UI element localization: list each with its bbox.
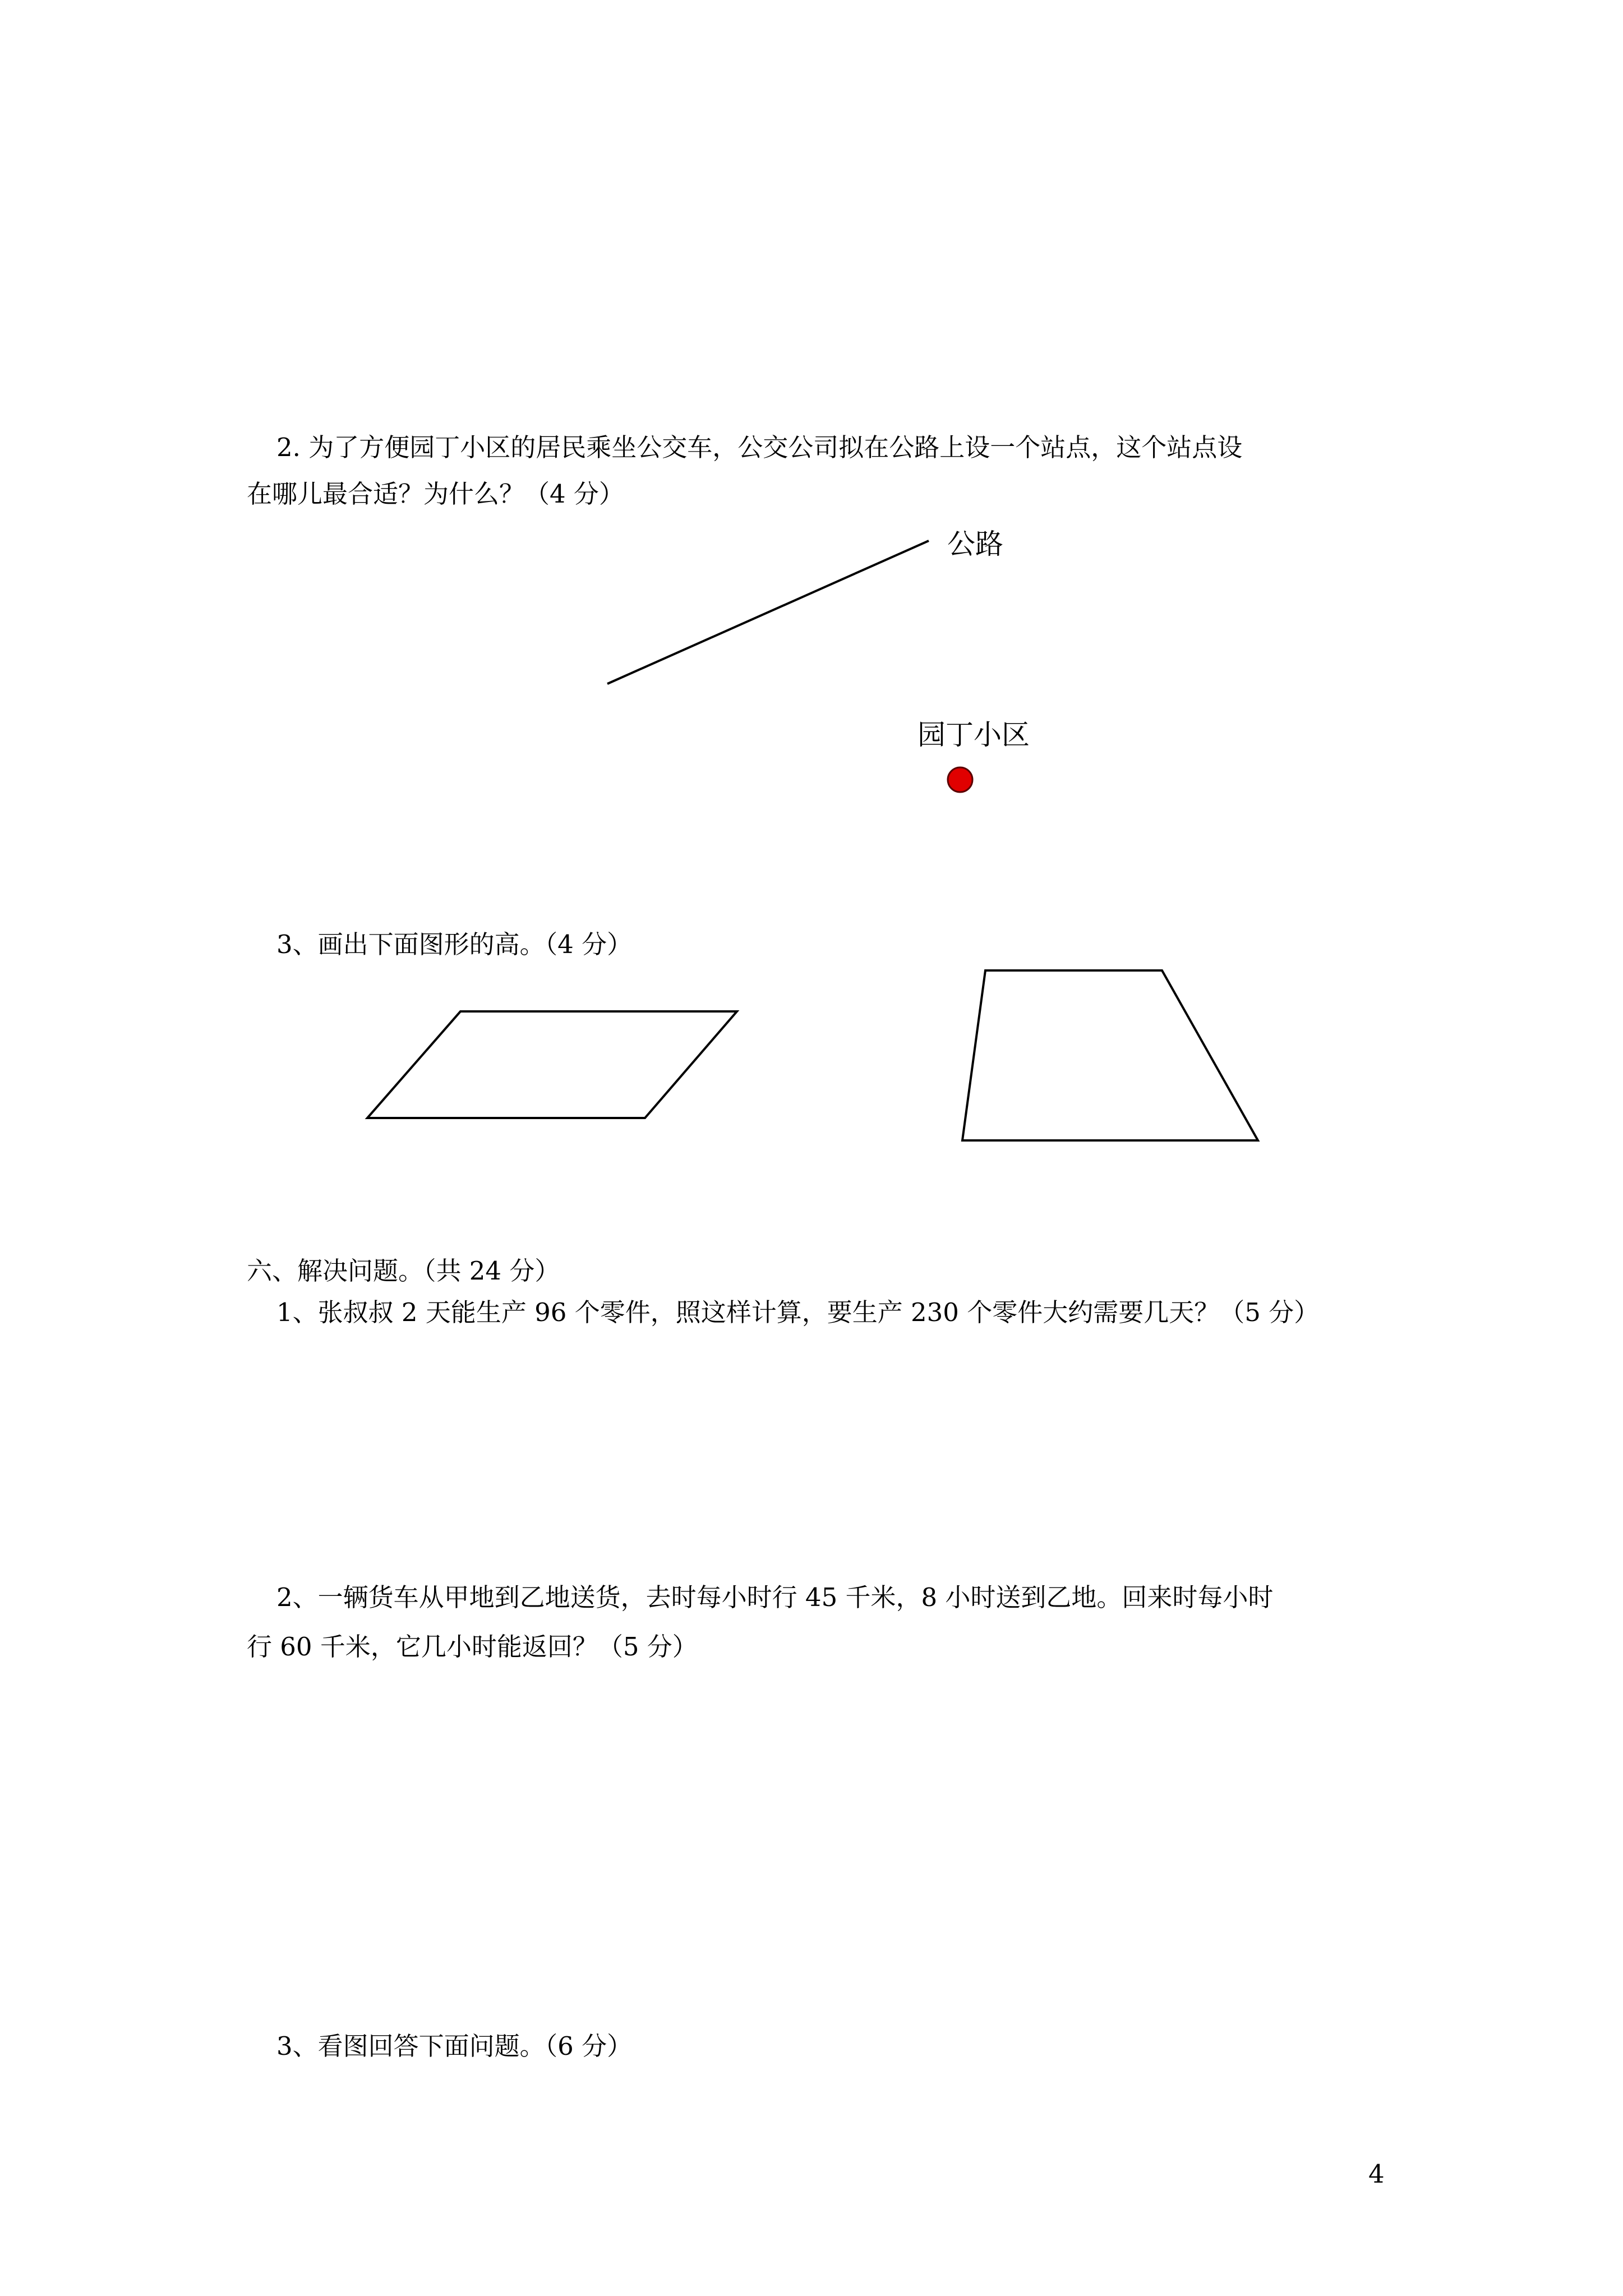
- page-number: 4: [1368, 2159, 1385, 2189]
- community-dot: [948, 767, 972, 792]
- road-label: 公路: [947, 528, 1003, 560]
- road-line: [607, 541, 929, 684]
- community-label: 园丁小区: [917, 719, 1030, 751]
- section6-problem1: 1、张叔叔 2 天能生产 96 个零件，照这样计算，要生产 230 个零件大约需要几天？（5 分）: [276, 1297, 1320, 1327]
- section6-problem3: 3、看图回答下面问题。（6 分）: [276, 2031, 633, 2061]
- section6-problem2-line2: 行 60 千米，它几小时能返回？（5 分）: [247, 1632, 698, 1662]
- trapezoid-shape: [962, 970, 1258, 1140]
- q2-text-line1: 2. 为了方便园丁小区的居民乘坐公交车，公交公司拟在公路上设一个站点，这个站点设: [276, 432, 1243, 462]
- section6-title: 六、解决问题。（共 24 分）: [247, 1256, 560, 1286]
- q2-text-line2: 在哪儿最合适？为什么？（4 分）: [247, 479, 624, 509]
- section6-problem2-line1: 2、一辆货车从甲地到乙地送货，去时每小时行 45 千米，8 小时送到乙地。回来时每小时: [276, 1582, 1274, 1612]
- parallelogram-shape: [367, 1011, 737, 1118]
- q3-text: 3、画出下面图形的高。（4 分）: [276, 930, 633, 959]
